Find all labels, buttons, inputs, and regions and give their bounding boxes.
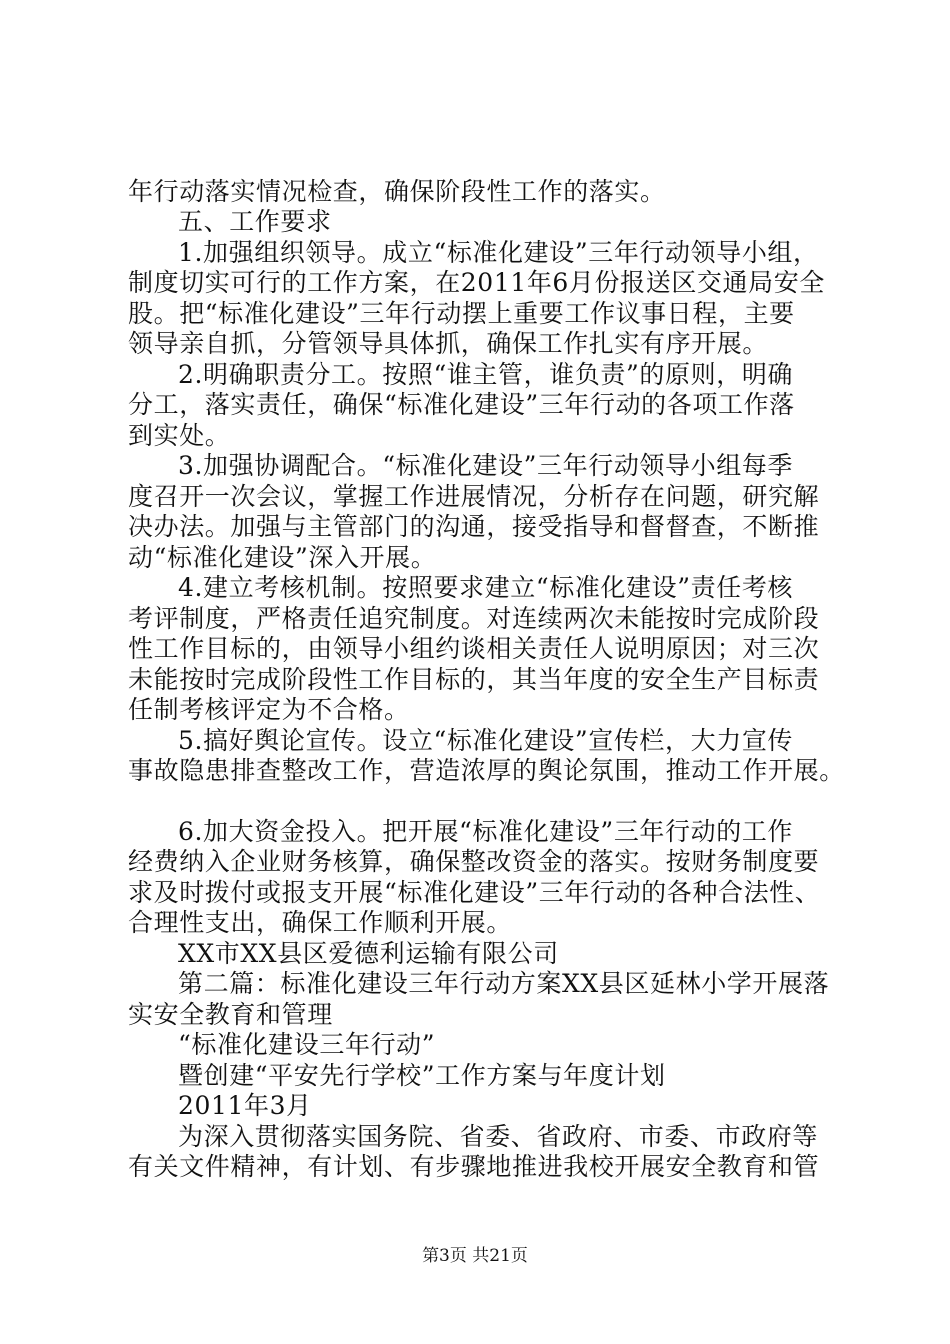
text-line: 股。把“标准化建设”三年行动摆上重要工作议事日程，主要 [128, 299, 795, 328]
text-line: 事故隐患排查整改工作，营造浓厚的舆论氛围，推动工作开展。 [128, 756, 845, 785]
company-name: XX市XX县区爱德利运输有限公司 [178, 939, 559, 968]
text-line: 分工，落实责任，确保“标准化建设”三年行动的各项工作落 [128, 390, 795, 419]
text-line: 年行动落实情况检查，确保阶段性工作的落实。 [128, 177, 666, 206]
text-line: 性工作目标的，由领导小组约谈相关责任人说明原因；对三次 [128, 634, 820, 663]
text-line: 制度切实可行的工作方案，在2011年6月份报送区交通局安全 [128, 268, 825, 297]
text-line: 合理性支出，确保工作顺利开展。 [128, 908, 513, 937]
text-line: 为深入贯彻落实国务院、省委、省政府、市委、市政府等 [178, 1122, 819, 1151]
page-number: 第3页 共21页 [422, 1246, 528, 1266]
text-line: 动“标准化建设”深入开展。 [128, 543, 437, 572]
chapter-title: 第二篇：标准化建设三年行动方案XX县区延林小学开展落 [178, 969, 830, 998]
text-line: 2.明确职责分工。按照“谁主管，谁负责”的原则，明确 [178, 360, 794, 389]
text-line: 经费纳入企业财务核算，确保整改资金的落实。按财务制度要 [128, 847, 820, 876]
text-line: 有关文件精神，有计划、有步骤地推进我校开展安全教育和管 [128, 1152, 820, 1181]
plan-title: “标准化建设三年行动” [178, 1030, 436, 1059]
chapter-title-cont: 实安全教育和管理 [128, 1000, 333, 1029]
text-line: 4.建立考核机制。按照要求建立“标准化建设”责任考核 [178, 573, 794, 602]
section-heading: 五、工作要求 [178, 207, 332, 236]
plan-subtitle: 暨创建“平安先行学校”工作方案与年度计划 [178, 1061, 666, 1090]
text-line: 任制考核评定为不合格。 [128, 695, 410, 724]
text-line: 到实处。 [128, 421, 231, 450]
text-line: 决办法。加强与主管部门的沟通，接受指导和督督查，不断推 [128, 512, 820, 541]
text-line: 考评制度，严格责任追究制度。对连续两次未能按时完成阶段 [128, 604, 820, 633]
text-line: 6.加大资金投入。把开展“标准化建设”三年行动的工作 [178, 817, 794, 846]
text-line: 3.加强协调配合。“标准化建设”三年行动领导小组每季 [178, 451, 794, 480]
text-line: 求及时拨付或报支开展“标准化建设”三年行动的各种合法性、 [128, 878, 821, 907]
text-line: 度召开一次会议，掌握工作进展情况，分析存在问题，研究解 [128, 482, 820, 511]
plan-date: 2011年3月 [178, 1091, 312, 1120]
text-line: 1.加强组织领导。成立“标准化建设”三年行动领导小组， [178, 238, 819, 267]
text-line: 未能按时完成阶段性工作目标的，其当年度的安全生产目标责 [128, 665, 820, 694]
text-line: 领导亲自抓，分管领导具体抓，确保工作扎实有序开展。 [128, 329, 769, 358]
text-line: 5.搞好舆论宣传。设立“标准化建设”宣传栏，大力宣传 [178, 726, 794, 755]
